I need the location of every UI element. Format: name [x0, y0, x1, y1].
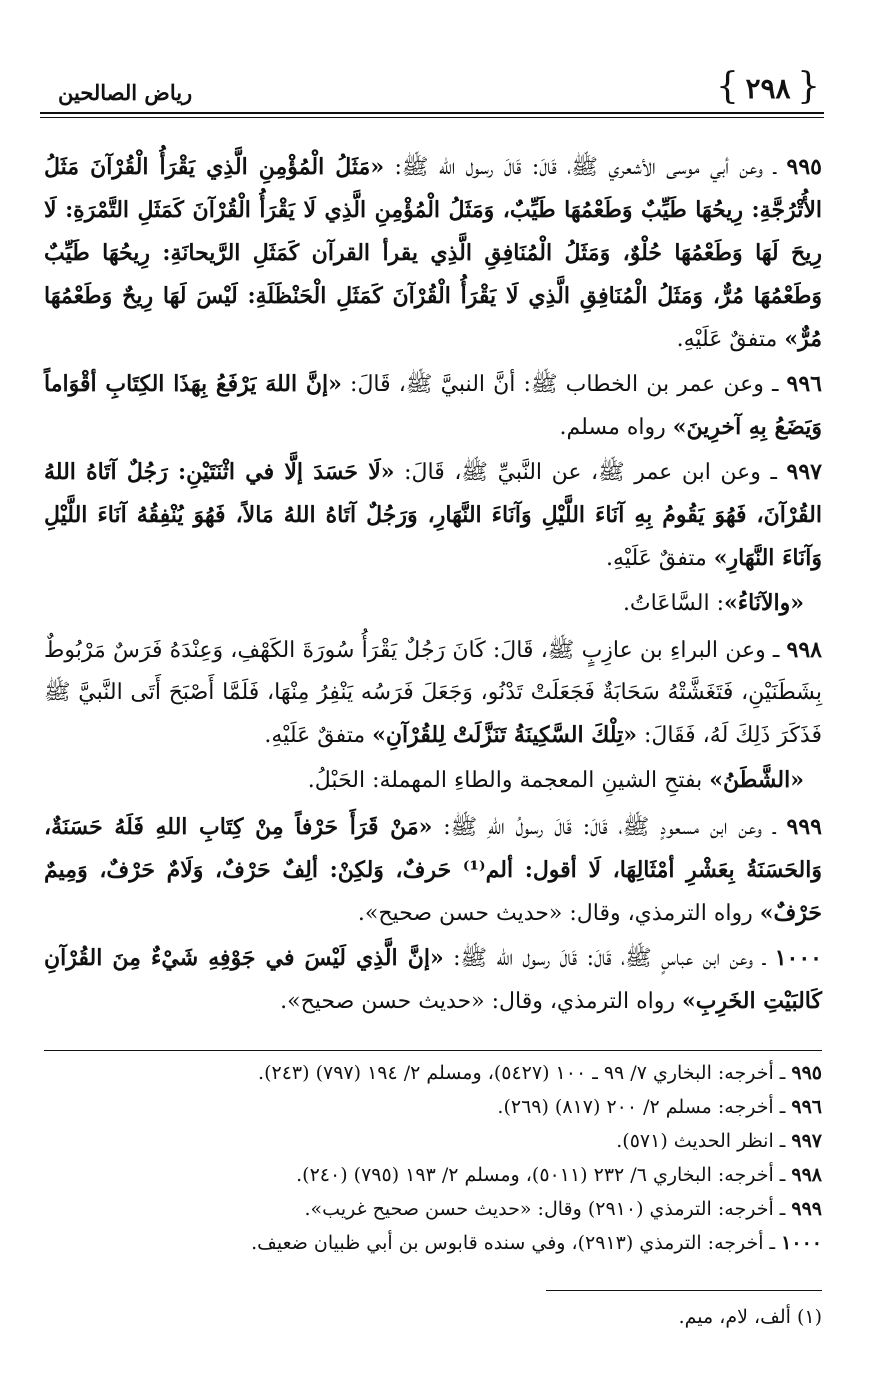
- gloss-shatan: [44, 759, 822, 802]
- hadith-quote: «إنَّ الَّذِي لَيْسَ في جَوْفِهِ شَيْءٌ مِنَ القُرْآنِ كَالبَيْتِ الخَرِبِ»: [44, 945, 822, 1014]
- note-text: ـ أخرجه: الترمذي (٢٩١٣)، وفي سنده قابوس بن أبي ظبيان ضعيف.: [251, 1232, 782, 1254]
- note-995: [44, 1056, 822, 1090]
- hadith-998: [44, 629, 822, 757]
- gloss-term: «الشَّطَنُ»: [709, 767, 804, 793]
- hadith-997: [44, 451, 822, 580]
- hadith-995: [44, 146, 822, 361]
- source-notes: [44, 1056, 822, 1260]
- note-996: [44, 1090, 822, 1124]
- note-number: ٩٩٦: [791, 1096, 822, 1118]
- hadith-quote: «إنَّ اللهَ يَرْفَعُ بِهَذَا الكِتَابِ أقْوَاماً وَيَضَعُ بِهِ آخرِينَ»: [44, 371, 822, 440]
- gloss-aanaa: [44, 582, 822, 625]
- page-number: [716, 66, 820, 108]
- header-rule: [40, 112, 824, 114]
- gloss-text: بفتحِ الشينِ المعجمة والطاءِ المهملة: الحَبْلُ.: [307, 768, 710, 793]
- hadith-quote: «تِلْكَ السَّكِينَةُ تَنَزَّلَتْ لِلقُرْآنِ»: [372, 722, 637, 748]
- note-number: ١٠٠٠: [781, 1232, 822, 1254]
- footnote: (١) ألف، لام، ميم.: [678, 1306, 822, 1328]
- main-text: [44, 146, 822, 1025]
- footnote-separator: [546, 1290, 822, 1291]
- hadith-996: [44, 363, 822, 449]
- hadith-quote: «لَا حَسَدَ إلَّا في اثْنَتَيْنِ: رَجُلٌ آتَاهُ اللهُ القُرْآنَ، فَهُوَ يَقُومُ بِهِ آنَاءَ اللَّيْلِ وَآنَاءَ النَّهَارِ، وَرَجُلٌ آتَاهُ اللهُ مَالاً، فَهُوَ يُنْفِقُهُ آنَاءَ اللَّيْلِ وَآنَاءَ النَّهَارِ»: [44, 459, 822, 571]
- hadith-intro: ـ وعن ابن عمر ﷺ، عن النَّبيِّ ﷺ، قَالَ:: [394, 460, 787, 485]
- note-number: ٩٩٧: [791, 1130, 822, 1152]
- note-text: ـ انظر الحديث (٥٧١).: [616, 1130, 792, 1152]
- book-title: رياض الصالحين: [58, 80, 193, 105]
- note-text: ـ أخرجه: البخاري ٧/ ٩٩ ـ ١٠٠ (٥٤٢٧)، ومسلم ٢/ ١٩٤ (٧٩٧) (٢٤٣).: [258, 1062, 792, 1084]
- hadith-ending: رواه مسلم.: [559, 415, 673, 440]
- note-text: ـ أخرجه: البخاري ٦/ ٢٣٢ (٥٠١١)، ومسلم ٢/ ١٩٣ (٧٩٥) (٢٤٠).: [296, 1164, 792, 1186]
- hadith-intro: ـ وعن ابن عباسٍ ﷺ، قَالَ: قَالَ رسول الله ﷺ:: [443, 946, 775, 971]
- hadith-ending: رواه الترمذي، وقال: «حديث حسن صحيح».: [357, 901, 760, 926]
- hadith-999: [44, 806, 822, 935]
- hadith-ending: متفقٌ عَلَيْهِ.: [606, 546, 714, 571]
- hadith-number: ١٠٠٠: [774, 945, 822, 971]
- page-number-text: ٢٩٨: [745, 72, 791, 105]
- note-number: ٩٩٩: [791, 1198, 822, 1220]
- page-header: [40, 68, 824, 122]
- hadith-ending: متفقٌ عَلَيْهِ.: [676, 327, 785, 352]
- hadith-intro: ـ وعن عمر بن الخطاب ﷺ: أنَّ النبيَّ ﷺ، قَالَ:: [341, 372, 787, 397]
- note-number: ٩٩٥: [791, 1062, 822, 1084]
- note-999: [44, 1192, 822, 1226]
- hadith-number: ٩٩٧: [786, 459, 822, 485]
- hadith-quote: «مَنْ قَرَأَ حَرْفاً مِنْ كِتَابِ اللهِ فَلَهُ حَسَنَةٌ، وَالحَسَنَةُ بِعَشْرِ أمْثَالِهَا، لَا أقول: ألم⁽¹⁾ حَرفٌ، وَلكِنْ: ألِفٌ حَرْفٌ، وَلَامٌ حَرْفٌ، وَمِيمٌ حَرْفٌ»: [44, 814, 823, 926]
- note-number: ٩٩٨: [791, 1164, 822, 1186]
- hadith-intro: ـ وعن ابن مسعودٍ ﷺ، قَالَ: قَالَ رسولُ اللهِ ﷺ:: [432, 815, 787, 840]
- header-rule-thin: [40, 117, 824, 118]
- note-text: ـ أخرجه: الترمذي (٢٩١٠) وقال: «حديث حسن صحيح غريب».: [304, 1198, 792, 1220]
- hadith-quote: «مَثَلُ الْمُؤْمِنِ الَّذِي يَقْرَأُ الْقُرْآنَ مَثَلُ الأُتْرُجَّةِ: رِيحُهَا طَيِّبٌ وَطَعْمُهَا طَيِّبٌ، وَمَثَلُ الْمُؤْمِنِ الَّذِي لَا يَقْرَأُ الْقُرْآنَ كَمَثَلِ التَّمْرَةِ: لَا رِيحَ لَهَا وَطَعْمُهَا حُلْوٌ، وَمَثَلُ الْمُنَافِقِ الَّذِي يقرأ القرآن كَمَثَلِ الرَّيحانَةِ: رِيحُهَا طَيِّبٌ وَطَعْمُهَا مُرٌّ، وَمَثَلُ الْمُنَافِقِ الَّذِي لَا يَقْرَأُ الْقُرْآنَ كَمَثَلِ الْحَنْظَلَةِ: لَيْسَ لَهَا رِيحٌ وَطَعْمُهَا مُرٌّ»: [44, 154, 822, 352]
- hadith-1000: [44, 937, 822, 1023]
- ornament-bracket-right-icon: }: [797, 66, 820, 107]
- hadith-number: ٩٩٨: [786, 637, 822, 663]
- note-1000: [44, 1226, 822, 1260]
- notes-separator: [44, 1050, 822, 1051]
- hadith-intro: ـ وعن البراءِ بن عازِبٍ ﷺ، قَالَ: كَانَ رَجُلٌ يَقْرَأُ سُورَةَ الكَهْفِ، وَعِنْدَهُ فَرَسٌ مَرْبُوطٌ بِشَطَنَيْنِ، فَتَغَشَّتْهُ سَحَابَةٌ فَجَعَلَتْ تَدْنُو، وَجَعَلَ فَرَسُه يَنْفِرُ مِنْهَا، فَلَمَّا أَصْبَحَ أَتَى النَّبيَّ ﷺ فَذَكَرَ ذَلِكَ لَهُ، فَقَالَ:: [44, 638, 822, 748]
- note-text: ـ أخرجه: مسلم ٢/ ٢٠٠ (٨١٧) (٢٦٩).: [497, 1096, 792, 1118]
- hadith-ending: رواه الترمذي، وقال: «حديث حسن صحيح».: [280, 989, 682, 1014]
- hadith-number: ٩٩٦: [786, 371, 822, 397]
- hadith-ending: متفقٌ عَلَيْهِ.: [264, 723, 373, 748]
- gloss-term: «والآنَاءُ»: [724, 590, 804, 616]
- hadith-number: ٩٩٩: [786, 814, 822, 840]
- hadith-intro: ـ وعن أبي موسى الأشعري ﷺ، قَالَ: قَالَ رسول الله ﷺ:: [384, 155, 787, 180]
- ornament-bracket-left-icon: {: [716, 66, 739, 107]
- note-998: [44, 1158, 822, 1192]
- gloss-text: : السَّاعَاتُ.: [622, 591, 725, 616]
- hadith-number: ٩٩٥: [786, 154, 822, 180]
- note-997: [44, 1124, 822, 1158]
